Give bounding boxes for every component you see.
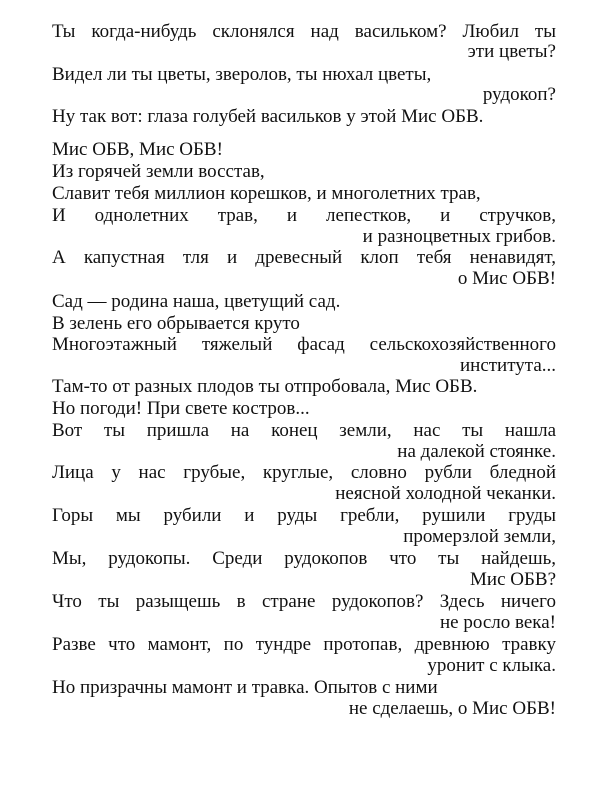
- poem-line-24: промерзлой земли,: [403, 526, 556, 547]
- poem-line-13: Сад — родина наша, цветущий сад.: [52, 291, 341, 312]
- poem-line-3: Видел ли ты цветы, зверолов, ты нюхал цветы,: [52, 64, 432, 85]
- poem-line-6: Мис ОБВ, Мис ОБВ!: [52, 139, 223, 160]
- poem-line-14: В зелень его обрывается круто: [52, 313, 300, 334]
- poem-line-4: рудокоп?: [482, 84, 556, 105]
- poem-line-17: Там-то от разных плодов ты отпробовала, Мис ОБВ.: [52, 376, 478, 397]
- poem-line-10: и разноцветных грибов.: [362, 226, 556, 247]
- poem-line-19: Вот ты пришла на конец земли, нас ты нашла: [52, 420, 556, 441]
- poem-line-2: эти цветы?: [467, 41, 556, 62]
- poem-line-8: Славит тебя миллион корешков, и многолетних трав,: [52, 183, 481, 204]
- poem-line-30: уронит с клыка.: [427, 655, 556, 676]
- poem-line-12: о Мис ОБВ!: [457, 268, 556, 289]
- poem-line-21: Лица у нас грубые, круглые, словно рубли бледной: [52, 462, 556, 483]
- poem-line-16: института...: [459, 355, 556, 376]
- poem-line-25: Мы, рудокопы. Среди рудокопов что ты найдешь,: [52, 548, 556, 569]
- poem-line-7: Из горячей земли восстав,: [52, 161, 265, 182]
- poem-line-1: Ты когда-нибудь склонялся над васильком? Любил ты: [52, 21, 556, 42]
- poem-line-29: Разве что мамонт, по тундре протопав, древнюю травку: [52, 634, 556, 655]
- poem-line-15: Многоэтажный тяжелый фасад сельскохозяйственного: [52, 334, 556, 355]
- poem-line-20: на далекой стоянке.: [397, 441, 556, 462]
- poem-line-31: Но призрачны мамонт и травка. Опытов с ними: [52, 677, 438, 698]
- poem-line-26: Мис ОБВ?: [470, 569, 556, 590]
- poem-line-11: А капустная тля и древесный клоп тебя ненавидят,: [52, 247, 556, 268]
- poem-line-27: Что ты разыщешь в стране рудокопов? Здесь ничего: [52, 591, 556, 612]
- poem-line-18: Но погоди! При свете костров...: [52, 398, 310, 419]
- poem-line-32: не сделаешь, о Мис ОБВ!: [348, 698, 556, 719]
- poem-line-9: И однолетних трав, и лепестков, и стручков,: [52, 205, 556, 226]
- poem-line-28: не росло века!: [440, 612, 556, 633]
- poem-line-23: Горы мы рубили и руды гребли, рушили груды: [52, 505, 556, 526]
- poem-line-5: Ну так вот: глаза голубей васильков у этой Мис ОБВ.: [52, 106, 484, 127]
- poem-line-22: неясной холодной чеканки.: [335, 483, 556, 504]
